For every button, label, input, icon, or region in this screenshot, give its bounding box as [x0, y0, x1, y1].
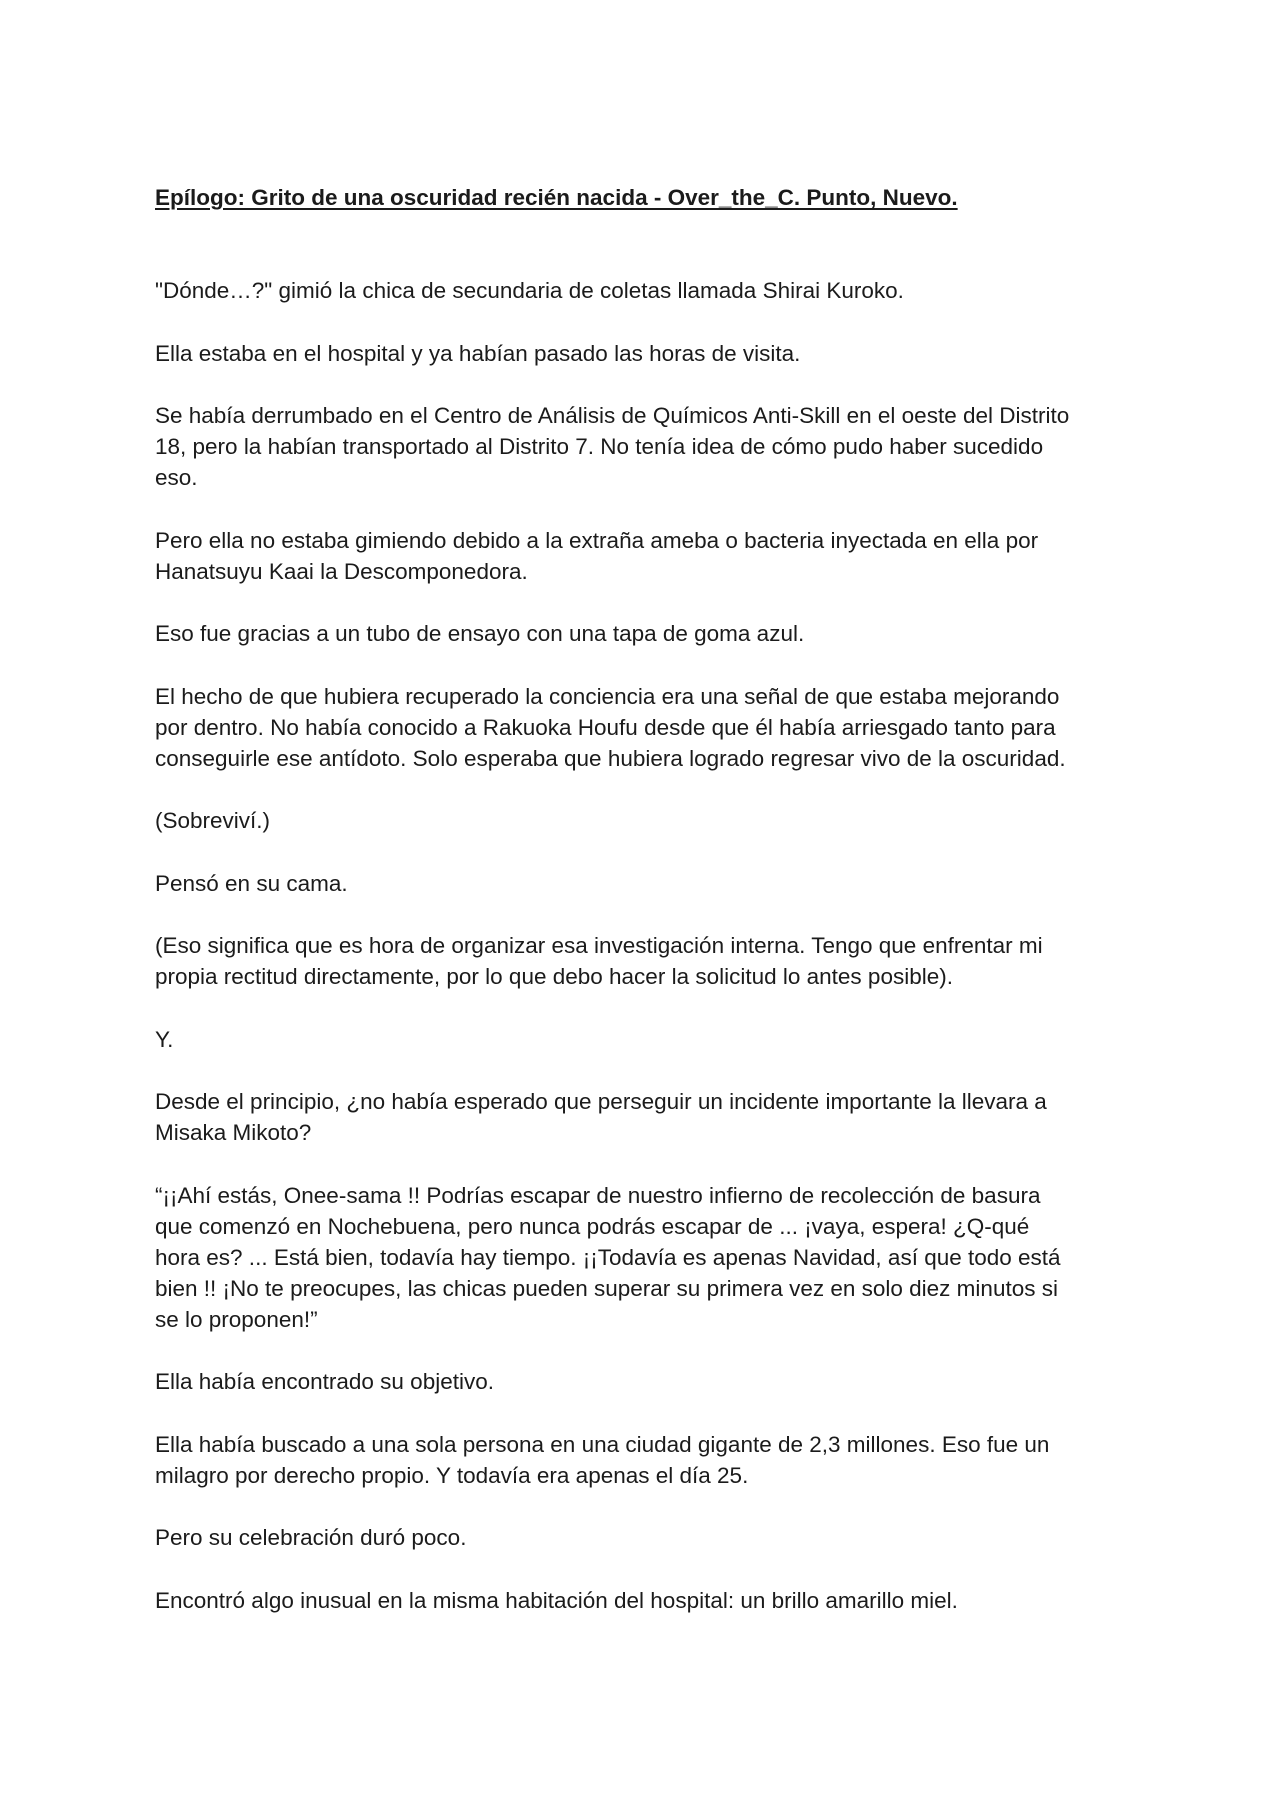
chapter-title: Epílogo: Grito de una oscuridad recién nacida - Over_the_C. Punto, Nuevo.: [155, 185, 958, 210]
paragraph: "Dónde…?" gimió la chica de secundaria de coletas llamada Shirai Kuroko.: [155, 278, 904, 303]
document-body: [155, 182, 1130, 1647]
paragraph: Pero su celebración duró poco.: [155, 1525, 467, 1550]
paragraph: Pero ella no estaba gimiendo debido a la extraña ameba o bacteria inyectada en ella por Hanatsuyu Kaai la Descomponedora.: [155, 527, 1039, 584]
paragraph: Desde el principio, ¿no había esperado que perseguir un incidente importante la llevara a Misaka Mikoto?: [155, 1089, 1047, 1145]
paragraph: Eso fue gracias a un tubo de ensayo con una tapa de goma azul.: [155, 621, 805, 646]
paragraph: Encontró algo inusual en la misma habitación del hospital: un brillo amarillo miel.: [155, 1587, 958, 1613]
paragraph: Ella estaba en el hospital y ya habían pasado las horas de visita.: [155, 340, 801, 366]
paragraph: Ella había encontrado su objetivo.: [155, 1369, 494, 1394]
paragraph: (Sobreviví.): [155, 808, 271, 833]
paragraph: (Eso significa que es hora de organizar esa investigación interna. Tengo que enfrentar mi propia rectitud directamente, por lo que debo hacer la solicitud lo antes posible).: [155, 933, 1043, 989]
paragraph: El hecho de que hubiera recuperado la conciencia era una señal de que estaba mejorando por dentro. No había conocido a Rakuoka Houfu desde que él había arriesgado tanto para conseguirle ese antídoto. Solo esperaba que hubiera logrado regresar vivo de la oscuridad.: [155, 683, 1066, 771]
paragraph: Y.: [155, 1026, 174, 1052]
paragraph: Ella había buscado a una sola persona en una ciudad gigante de 2,3 millones. Eso fue un milagro por derecho propio. Y todavía era apenas el día 25.: [155, 1431, 1050, 1488]
paragraph: Pensó en su cama.: [155, 870, 348, 896]
paragraph: Se había derrumbado en el Centro de Análisis de Químicos Anti-Skill en el oeste del Distrito 18, pero la habían transportado al Distrito 7. No tenía idea de cómo pudo haber sucedido eso.: [155, 403, 1070, 490]
paragraph: “¡¡Ahí estás, Onee-sama !! Podrías escapar de nuestro infierno de recolección de basura que comenzó en Nochebuena, pero nunca podrás escapar de ... ¡vaya, espera! ¿Q-qué hora es? ... Está bien, todavía hay tiempo. ¡¡Todavía es apenas Navidad, así que todo está bien !! ¡No te preocupes, las chicas pueden superar su primera vez en solo diez minutos si se lo proponen!”: [155, 1182, 1061, 1332]
